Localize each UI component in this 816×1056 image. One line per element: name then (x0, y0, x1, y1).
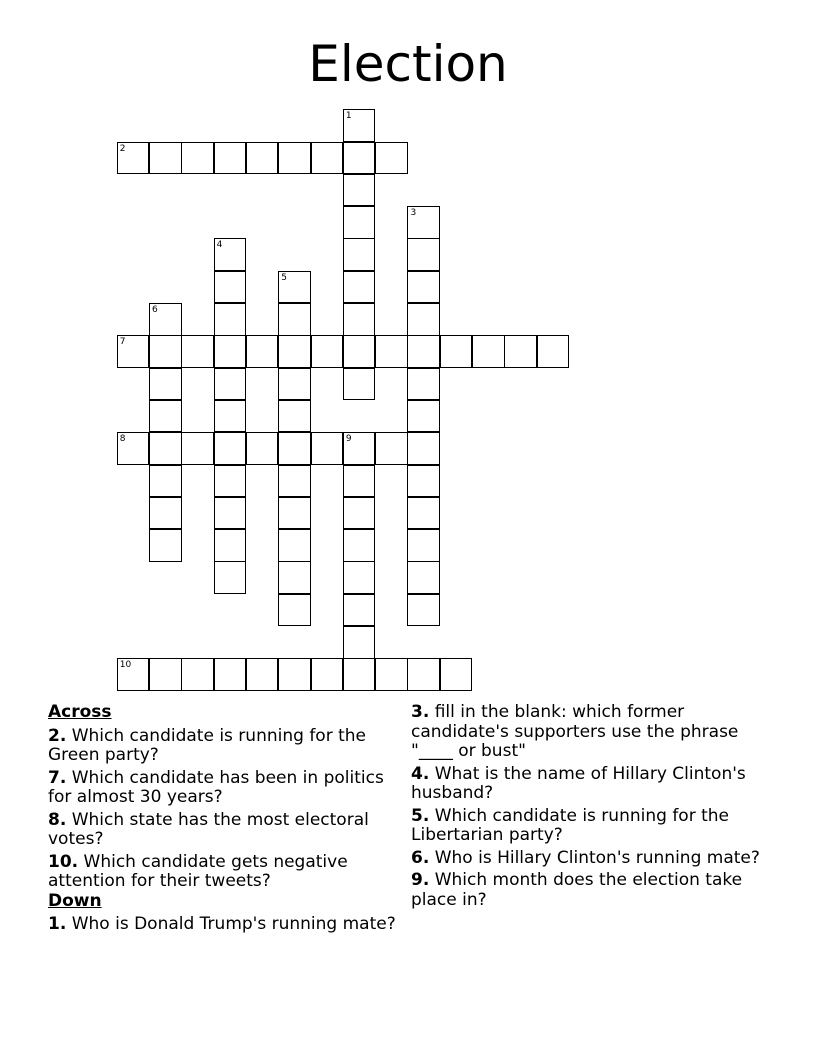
grid-cell[interactable] (214, 561, 247, 594)
grid-cell[interactable] (278, 658, 311, 691)
grid-cell[interactable] (278, 561, 311, 594)
grid-cell[interactable] (214, 497, 247, 530)
grid-cell[interactable] (214, 271, 247, 304)
grid-cell[interactable] (375, 658, 408, 691)
grid-cell[interactable] (375, 335, 408, 368)
grid-cell[interactable] (343, 561, 376, 594)
grid-cell[interactable] (181, 335, 214, 368)
clue-down-5 (411, 807, 761, 846)
clue-down-1 (48, 915, 398, 935)
grid-cell[interactable] (407, 497, 440, 530)
grid-cell[interactable] (407, 303, 440, 336)
clue-text: Who is Donald Trump's running mate? (71, 914, 396, 934)
grid-cell[interactable] (343, 529, 376, 562)
clue-number: 5. (411, 805, 430, 826)
grid-cell[interactable] (407, 432, 440, 465)
grid-cell[interactable] (343, 109, 376, 142)
cell-number: 9 (345, 434, 352, 445)
grid-cell[interactable] (440, 335, 473, 368)
clue-text: Which candidate gets negative attention for their tweets? (48, 851, 348, 891)
cell-number: 6 (152, 305, 158, 316)
grid-cell[interactable] (440, 658, 473, 691)
grid-cell[interactable] (407, 400, 440, 433)
grid-cell[interactable] (117, 335, 150, 368)
clue-across-10 (48, 853, 398, 892)
grid-cell[interactable] (343, 497, 376, 530)
grid-cell[interactable] (117, 142, 150, 175)
clue-number: 7. (48, 767, 67, 788)
grid-cell[interactable] (407, 529, 440, 562)
grid-cell[interactable] (149, 658, 182, 691)
grid-cell[interactable] (214, 529, 247, 562)
clue-across-8 (48, 811, 398, 850)
grid-cell[interactable] (407, 206, 440, 239)
clue-down-3 (411, 703, 761, 762)
clue-number: 2. (48, 725, 67, 746)
grid-cell[interactable] (117, 432, 150, 465)
grid-cell[interactable] (343, 626, 376, 659)
grid-cell[interactable] (181, 432, 214, 465)
grid-cell[interactable] (246, 432, 279, 465)
grid-cell[interactable] (407, 594, 440, 627)
grid-cell[interactable] (311, 658, 344, 691)
grid-cell[interactable] (278, 529, 311, 562)
clue-down-9 (411, 871, 761, 910)
grid-cell[interactable] (246, 335, 279, 368)
grid-cell[interactable] (214, 368, 247, 401)
grid-cell[interactable] (343, 658, 376, 691)
grid-cell[interactable] (343, 335, 376, 368)
page-title: Election (308, 35, 508, 93)
grid-cell[interactable] (343, 594, 376, 627)
clue-number: 6. (411, 847, 430, 868)
grid-cell[interactable] (311, 432, 344, 465)
clue-number: 4. (411, 763, 430, 784)
clue-text: Which candidate is running for the Libertarian party? (411, 805, 729, 845)
grid-cell[interactable] (149, 303, 182, 336)
grid-cell[interactable] (278, 497, 311, 530)
down-heading: Down (48, 890, 102, 911)
clue-down-4 (411, 765, 761, 804)
grid-cell[interactable] (375, 142, 408, 175)
cell-number: 5 (281, 272, 287, 283)
grid-cell[interactable] (278, 303, 311, 336)
grid-cell[interactable] (472, 335, 505, 368)
clue-text: Which state has the most electoral votes? (48, 809, 369, 849)
cell-number: 2 (119, 143, 126, 154)
cell-number: 7 (119, 337, 126, 348)
cell-number: 3 (410, 208, 417, 219)
clues-column-right (411, 703, 761, 913)
clue-number: 1. (48, 914, 67, 934)
grid-cell[interactable] (149, 368, 182, 401)
grid-cell[interactable] (343, 238, 376, 271)
grid-cell[interactable] (278, 594, 311, 627)
grid-cell[interactable] (407, 465, 440, 498)
grid-cell[interactable] (149, 432, 182, 465)
grid-cell[interactable] (214, 432, 247, 465)
grid-cell[interactable] (407, 368, 440, 401)
grid-cell[interactable] (278, 368, 311, 401)
grid-cell[interactable] (278, 271, 311, 304)
clue-text: fill in the blank: which former candidate's supporters use the phrase "____ or bust" (411, 702, 739, 761)
grid-cell[interactable] (504, 335, 537, 368)
grid-cell[interactable] (343, 174, 376, 207)
cell-number: 4 (216, 240, 223, 251)
grid-cell[interactable] (149, 529, 182, 562)
grid-cell[interactable] (214, 335, 247, 368)
grid-cell[interactable] (407, 335, 440, 368)
grid-cell[interactable] (149, 465, 182, 498)
grid-cell[interactable] (214, 238, 247, 271)
clue-across-7 (48, 769, 398, 808)
grid-cell[interactable] (407, 271, 440, 304)
grid-cell[interactable] (214, 142, 247, 175)
cell-number: 10 (119, 660, 132, 671)
cell-number: 1 (345, 111, 352, 122)
across-heading: Across (48, 702, 112, 722)
grid-cell[interactable] (407, 658, 440, 691)
grid-cell[interactable] (311, 335, 344, 368)
grid-cell[interactable] (343, 432, 376, 465)
grid-cell[interactable] (214, 303, 247, 336)
grid-cell[interactable] (149, 142, 182, 175)
grid-cell[interactable] (343, 271, 376, 304)
clue-number: 8. (48, 809, 67, 830)
grid-cell[interactable] (214, 658, 247, 691)
clue-across-2 (48, 727, 398, 766)
grid-cell[interactable] (343, 142, 376, 175)
clue-down-6 (411, 849, 761, 869)
grid-cell[interactable] (246, 142, 279, 175)
grid-cell[interactable] (278, 432, 311, 465)
cell-number: 8 (119, 434, 126, 445)
grid-cell[interactable] (149, 400, 182, 433)
clue-number: 10. (48, 851, 79, 872)
clue-number: 9. (411, 870, 430, 890)
grid-cell[interactable] (278, 465, 311, 498)
clue-text: Which month does the election take place in? (411, 870, 743, 910)
grid-cell[interactable] (149, 335, 182, 368)
clue-text: Which candidate has been in politics for almost 30 years? (48, 767, 384, 807)
clue-text: What is the name of Hillary Clinton's husband? (411, 763, 746, 803)
grid-cell[interactable] (214, 400, 247, 433)
grid-cell[interactable] (181, 658, 214, 691)
clues-column-left (48, 703, 398, 938)
grid-cell[interactable] (407, 238, 440, 271)
clue-number: 3. (411, 702, 430, 722)
grid-cell[interactable] (214, 465, 247, 498)
grid-cell[interactable] (278, 400, 311, 433)
grid-cell[interactable] (278, 335, 311, 368)
grid-cell[interactable] (343, 368, 376, 401)
grid-cell[interactable] (311, 142, 344, 175)
grid-cell[interactable] (537, 335, 570, 368)
grid-cell[interactable] (343, 206, 376, 239)
grid-cell[interactable] (246, 658, 279, 691)
clue-text: Which candidate is running for the Green party? (48, 725, 366, 765)
clue-text: Who is Hillary Clinton's running mate? (434, 847, 760, 868)
grid-cell[interactable] (343, 303, 376, 336)
grid-cell[interactable] (407, 561, 440, 594)
grid-cell[interactable] (181, 142, 214, 175)
grid-cell[interactable] (117, 658, 150, 691)
grid-cell[interactable] (375, 432, 408, 465)
grid-cell[interactable] (278, 142, 311, 175)
grid-cell[interactable] (343, 465, 376, 498)
grid-cell[interactable] (149, 497, 182, 530)
